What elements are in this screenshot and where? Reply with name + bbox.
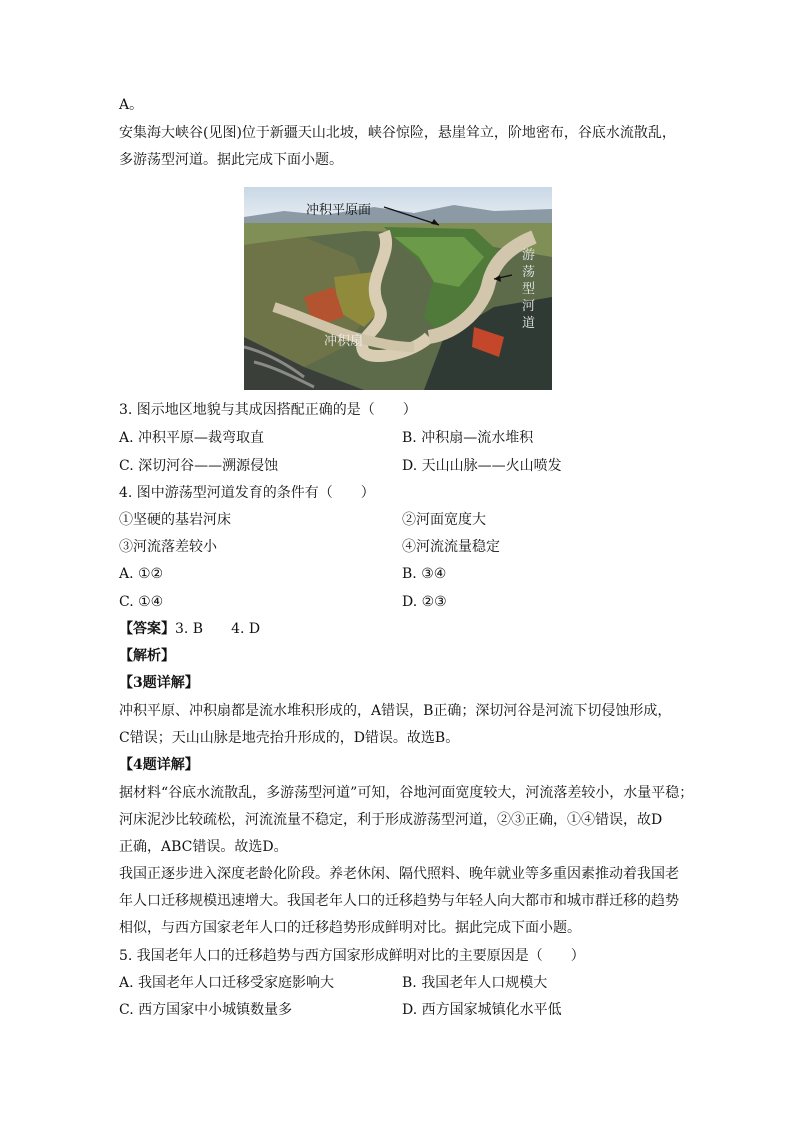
q4-statement-3: ③河流落差较小 <box>119 539 217 555</box>
q4-statement-4: ④河流流量稳定 <box>402 539 500 555</box>
canyon-illustration <box>244 187 552 390</box>
q5-option-a: A. 我国老年人口迁移受家庭影响大 <box>119 975 335 991</box>
detail-4-line: 河床泥沙比较疏松，河流流量不稳定，利于形成游荡型河道，②③正确，①④错误，故D <box>119 812 663 828</box>
q5-option-c: C. 西方国家中小城镇数量多 <box>119 1002 293 1018</box>
alluvial-fan-label: 冲积扇 <box>324 334 364 349</box>
analysis-tag: 【解析】 <box>119 648 175 664</box>
q5-option-b: B. 我国老年人口规模大 <box>402 975 548 991</box>
q4-statement-2: ②河面宽度大 <box>402 512 486 528</box>
q3-option-b: B. 冲积扇—流水堆积 <box>402 430 534 446</box>
intro-2-line: 我国正逐步进入深度老龄化阶段。养老休闲、隔代照料、晚年就业等多重因素推动着我国老 <box>119 866 679 882</box>
detail-3-tag: 【3题详解】 <box>119 675 199 691</box>
braided-channel-label: 游荡型河道 <box>522 248 536 331</box>
intro-2-line: 相似，与西方国家老年人口的迁移趋势形成鲜明对比。据此完成下面小题。 <box>119 920 581 936</box>
detail-3-line: C错误；天山山脉是地壳抬升形成的，D错误。故选B。 <box>119 730 460 746</box>
q4-option-a: A. ①② <box>119 566 164 582</box>
detail-4-tag: 【4题详解】 <box>119 757 199 773</box>
alluvial-plain-label: 冲积平原面 <box>306 203 372 218</box>
answer-tag: 【答案】 <box>119 621 175 637</box>
intro-2-line: 年人口迁移规模迅速增大。我国老年人口的迁移趋势与年轻人向大都市和城市群迁移的趋势 <box>119 893 679 909</box>
detail-4-line: 正确，ABC错误。故选D。 <box>119 839 288 855</box>
q4-option-b: B. ③④ <box>402 566 447 582</box>
intro-paragraph-line: 多游荡型河道。据此完成下面小题。 <box>119 152 343 168</box>
question-5-stem: 5. 我国老年人口的迁移趋势与西方国家形成鲜明对比的主要原因是（ ） <box>119 948 585 964</box>
q5-option-d: D. 西方国家城镇化水平低 <box>402 1002 562 1018</box>
answer-text: 3. B 4. D <box>175 621 261 637</box>
intro-paragraph-line: 安集海大峡谷(见图)位于新疆天山北坡，峡谷惊险，悬崖耸立，阶地密布，谷底水流散乱， <box>119 125 676 141</box>
detail-3-line: 冲积平原、冲积扇都是流水堆积形成的，A错误，B正确；深切河谷是河流下切侵蚀形成， <box>119 703 672 719</box>
q3-option-a: A. 冲积平原—裁弯取直 <box>119 430 265 446</box>
question-4-stem: 4. 图中游荡型河道发育的条件有（ ） <box>119 485 375 501</box>
q3-option-d: D. 天山山脉——火山喷发 <box>402 458 562 474</box>
q4-option-d: D. ②③ <box>402 594 447 610</box>
canyon-photo <box>244 187 552 390</box>
question-3-stem: 3. 图示地区地貌与其成因搭配正确的是（ ） <box>119 402 417 418</box>
q4-statement-1: ①坚硬的基岩河床 <box>119 512 231 528</box>
answer-line <box>119 620 260 638</box>
q4-option-c: C. ①④ <box>119 594 164 610</box>
previous-answer-tail: A。 <box>119 97 144 113</box>
q3-option-c: C. 深切河谷——溯源侵蚀 <box>119 458 279 474</box>
detail-4-line: 据材料“谷底水流散乱，多游荡型河道”可知，谷地河面宽度较大，河流落差较小，水量平稳； <box>119 785 694 801</box>
